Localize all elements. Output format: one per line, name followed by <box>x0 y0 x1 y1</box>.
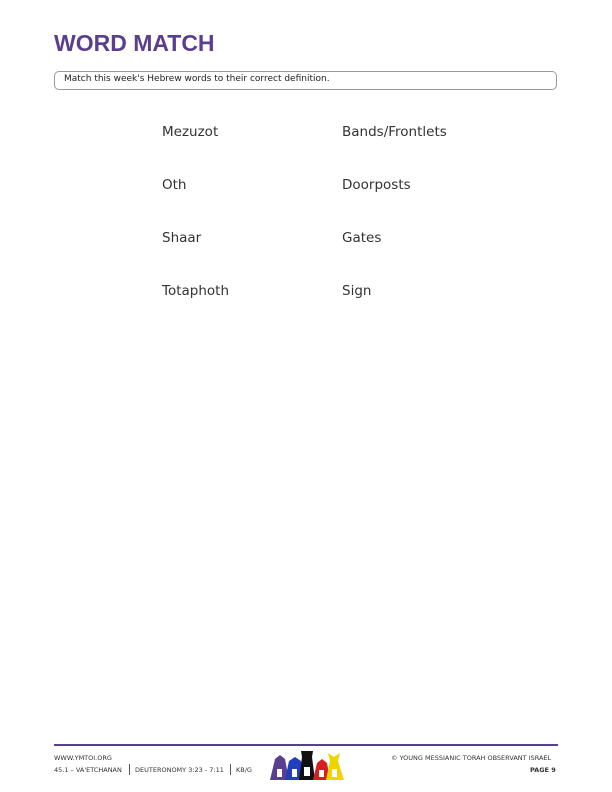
ymtoi-logo <box>268 747 346 781</box>
footer-copyright: © YOUNG MESSIANIC TORAH OBSERVANT ISRAEL <box>391 754 552 762</box>
definition-item[interactable]: Gates <box>342 230 382 246</box>
definition-item[interactable]: Doorposts <box>342 177 411 193</box>
logo-figure-black <box>299 751 315 780</box>
instruction-box <box>54 71 557 90</box>
page-title: WORD MATCH <box>54 30 215 56</box>
footer-separator <box>230 764 231 775</box>
footer-reference: DEUTERONOMY 3:23 - 7:11 <box>135 766 224 774</box>
footer-website: WWW.YMTOI.ORG <box>54 754 112 762</box>
definition-item[interactable]: Bands/Frontlets <box>342 124 447 140</box>
instruction-text: Match this week's Hebrew words to their correct definition. <box>64 74 330 84</box>
word-item[interactable]: Oth <box>162 177 187 193</box>
footer-lesson: 45.1 – VA'ETCHANAN <box>54 766 122 774</box>
logo-figure-yellow <box>326 753 344 780</box>
definition-item[interactable]: Sign <box>342 283 372 299</box>
word-item[interactable]: Shaar <box>162 230 202 246</box>
footer-separator <box>129 764 130 775</box>
footer-level: KB/G <box>236 766 252 774</box>
word-item[interactable]: Mezuzot <box>162 124 219 140</box>
footer-divider <box>54 744 558 746</box>
page-number: PAGE 9 <box>530 766 556 774</box>
word-item[interactable]: Totaphoth <box>162 283 230 299</box>
